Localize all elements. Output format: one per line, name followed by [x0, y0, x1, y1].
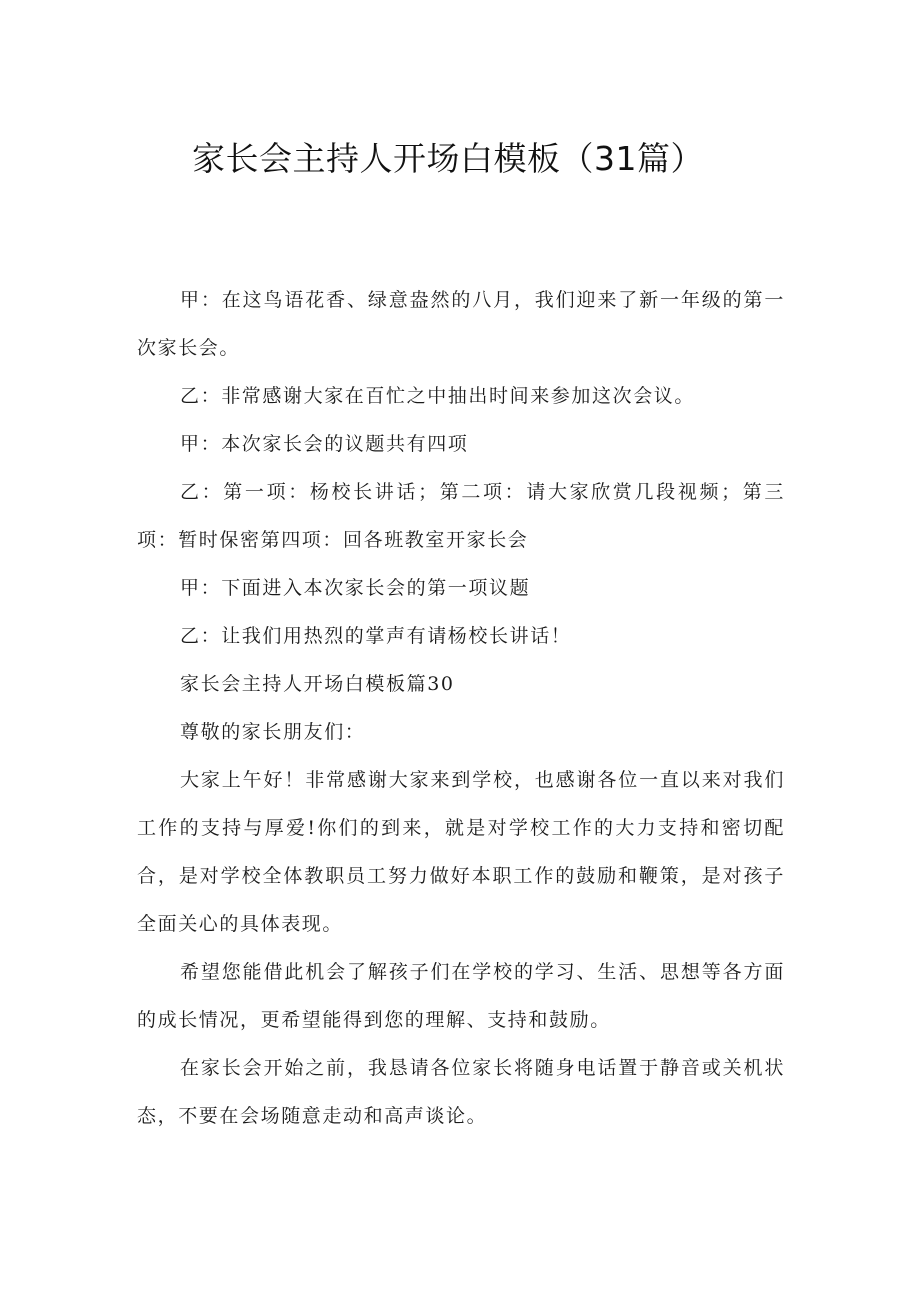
paragraph-2: 乙：非常感谢大家在百忙之中抽出时间来参加这次会议。: [180, 385, 696, 407]
paragraph-6: 乙：让我们用热烈的掌声有请杨校长讲话！: [180, 625, 572, 647]
paragraph-5: 甲：下面进入本次家长会的第一项议题: [180, 577, 531, 599]
paragraph-4: 乙：第一项：杨校长讲话；第二项：请大家欣赏几段视频；第三项：暂时保密第四项：回各班教室开家长会: [137, 481, 785, 551]
paragraph-10: 希望您能借此机会了解孩子们在学校的学习、生活、思想等各方面的成长情况，更希望能得到您的理解、支持和鼓励。: [137, 961, 785, 1031]
section-heading: 家长会主持人开场白模板篇30: [180, 673, 455, 695]
document-body: [137, 276, 785, 1140]
paragraph-1: 甲：在这鸟语花香、绿意盎然的八月，我们迎来了新一年级的第一次家长会。: [137, 289, 785, 359]
paragraph-3: 甲：本次家长会的议题共有四项: [180, 433, 469, 455]
paragraph-11: 在家长会开始之前，我恳请各位家长将随身电话置于静音或关机状态，不要在会场随意走动和高声谈论。: [137, 1057, 785, 1127]
paragraph-9: 大家上午好！非常感谢大家来到学校，也感谢各位一直以来对我们工作的支持与厚爱!你们的到来，就是对学校工作的大力支持和密切配合，是对学校全体教职员工努力做好本职工作的鼓励和鞭策，是对孩子全面关心的具体表现。: [137, 769, 785, 935]
salutation: 尊敬的家长朋友们：: [180, 721, 366, 743]
document-title: 家长会主持人开场白模板（31篇）: [192, 139, 704, 178]
